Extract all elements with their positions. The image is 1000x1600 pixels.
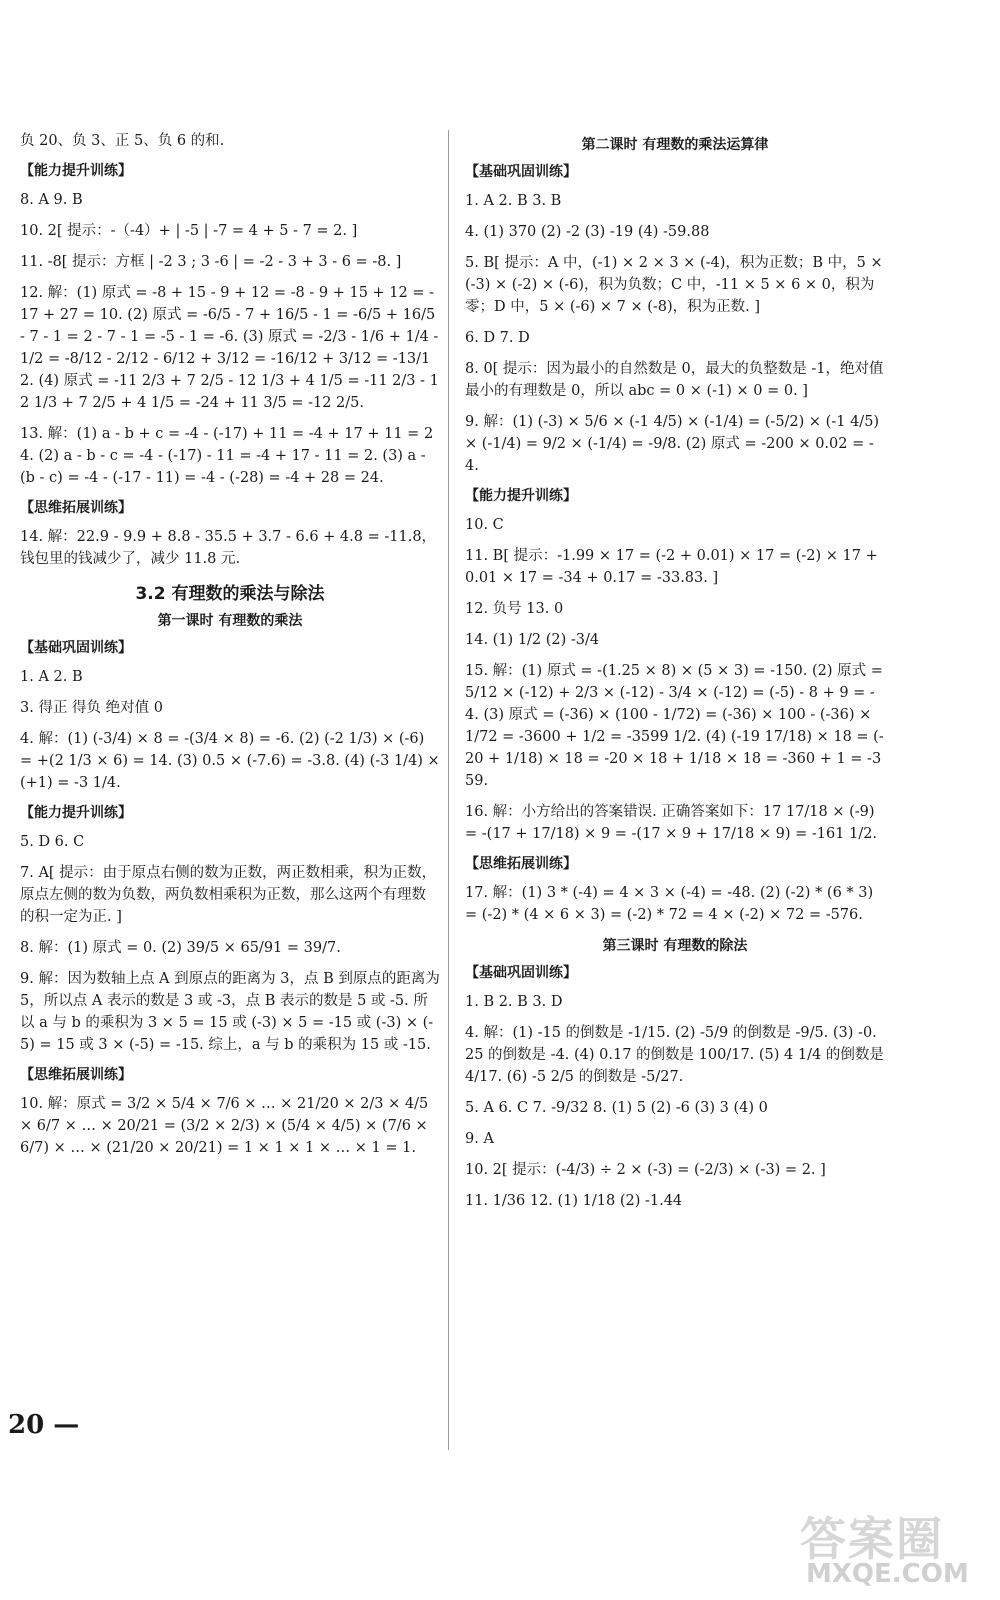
answer-item: 1. A 2. B [20,669,83,685]
answer-item: 9. 解：(1) (-3) × 5/6 × (-1 4/5) × (-1/4) = (-5/2) × (-1 4/5) × (-1/4) = 9/2 × (-1/4) = -9/8. (2) 原式 = -200 × 0.02 = -4. [465,414,880,474]
watermark-url: MXQE.COM [806,1559,969,1589]
answer-item: 4. (1) 370 (2) -2 (3) -19 (4) -59.88 [465,224,710,240]
answer-item: 9. 解：因为数轴上点 A 到原点的距离为 3，点 B 到原点的距离为 5，所以点 A 表示的数是 3 或 -3，点 B 表示的数是 5 或 -5. 所以 a 与 b 的乘积为 3 × 5 = 15 或 (-3) × 5 = -15 或 (-3) × (-5) = 15 或 3 × (-5) = -15. 综上，a 与 b 的乘积为 15 或 -15. [20,971,440,1053]
section-heading: 【基础巩固训练】 [465,965,577,981]
chapter-title: 3.2 有理数的乘法与除法 [135,584,325,604]
answer-item: 8. 0[ 提示：因为最小的自然数是 0，最大的负整数是 -1，绝对值最小的有理数是 0，所以 abc = 0 × (-1) × 0 = 0. ] [465,361,884,399]
answer-item: 11. -8[ 提示：方框 | -2 3 ; 3 -6 | = -2 - 3 + 3 - 6 = -8. ] [20,254,402,270]
answer-item: 11. 1/36 12. (1) 1/18 (2) -1.44 [465,1193,683,1209]
section-heading: 【能力提升训练】 [20,805,132,821]
section-heading: 【思维拓展训练】 [465,856,577,872]
answer-item: 13. 解：(1) a - b + c = -4 - (-17) + 11 = -4 + 17 + 11 = 24. (2) a - b - c = -4 - (-17) - 11 = -4 + 17 - 11 = 2. (3) a - (b - c) = -4 - (-17 - 11) = -4 - (-28) = -4 + 28 = 24. [20,426,434,486]
answer-item: 11. B[ 提示：-1.99 × 17 = (-2 + 0.01) × 17 = (-2) × 17 + 0.01 × 17 = -34 + 0.17 = -33.83. ] [465,548,878,586]
answer-item: 8. 解：(1) 原式 = 0. (2) 39/5 × 65/91 = 39/7. [20,940,341,956]
answer-item: 16. 解：小方给出的答案错误. 正确答案如下：17 17/18 × (-9) = -(17 + 17/18) × 9 = -(17 × 9 + 17/18 × 9) = -161 1/2. [465,804,878,842]
answer-item: 9. A [465,1131,494,1147]
right-column [465,130,885,1221]
section-heading: 【思维拓展训练】 [20,500,132,516]
section-heading: 【基础巩固训练】 [20,640,132,656]
answer-item: 7. A[ 提示：由于原点右侧的数为正数，两正数相乘，积为正数，原点左侧的数为负数，两负数相乘积为正数，那么这两个有理数的积一定为正. ] [20,865,437,925]
answer-item: 12. 解：(1) 原式 = -8 + 15 - 9 + 12 = -8 - 9 + 15 + 12 = -17 + 27 = 10. (2) 原式 = -6/5 - 7 + 16/5 - 1 = -6/5 + 16/5 - 7 - 1 = 2 - 7 - 1 = -5 - 1 = -6. (3) 原式 = -2/3 - 1/6 + 1/4 - 1/2 = -8/12 - 2/12 - 6/12 + 3/12 = -16/12 + 3/12 = -13/12. (4) 原式 = -11 2/3 + 7 2/5 - 12 1/3 + 4 1/5 = -11 2/3 - 12 1/3 + 7 2/5 + 4 1/5 = -24 + 11 3/5 = -12 2/5. [20,285,439,411]
watermark-text: 答案圈 [800,1512,944,1566]
answer-item: 4. 解：(1) (-3/4) × 8 = -(3/4 × 8) = -6. (2) (-2 1/3) × (-6) = +(2 1/3 × 6) = 14. (3) 0.5 × (-7.6) = -3.8. (4) (-3 1/4) × (+1) = -3 1/4. [20,731,440,791]
answer-item: 5. B[ 提示：A 中，(-1) × 2 × 3 × (-4)，积为正数；B 中，5 × (-3) × (-2) × (-6)，积为负数；C 中，-11 × 5 × 6 × 0，积为零；D 中，5 × (-6) × 7 × (-8)，积为正数. ] [465,255,883,315]
answer-item: 15. 解：(1) 原式 = -(1.25 × 8) × (5 × 3) = -150. (2) 原式 = 5/12 × (-12) + 2/3 × (-12) - 3/4 × (-12) = (-5) - 8 + 9 = -4. (3) 原式 = (-36) × (100 - 1/72) = (-36) × 100 - (-36) × 1/72 = -3600 + 1/2 = -3599 1/2. (4) (-19 17/18) × 18 = (-20 + 1/18) × 18 = -20 × 18 + 1/18 × 18 = -360 + 1 = -359. [465,663,884,789]
watermark-logo [800,1495,990,1595]
answer-item: 14. 解：22.9 - 9.9 + 8.8 - 35.5 + 3.7 - 6.6 + 4.8 = -11.8，钱包里的钱减少了，减少 11.8 元. [20,529,437,567]
answer-item: 6. D 7. D [465,330,530,346]
answer-item: 负 20、负 3、正 5、负 6 的和. [20,133,225,149]
answer-item: 10. C [465,517,504,533]
answer-item: 14. (1) 1/2 (2) -3/4 [465,632,600,648]
answer-item: 10. 解：原式 = 3/2 × 5/4 × 7/6 × … × 21/20 × 2/3 × 4/5 × 6/7 × … × 20/21 = (3/2 × 2/3) × (5/4 × 4/5) × (7/6 × 6/7) × … × (21/20 × 20/21) = 1 × 1 × 1 × … × 1 = 1. [20,1096,429,1156]
answer-item: 5. A 6. C 7. -9/32 8. (1) 5 (2) -6 (3) 3 (4) 0 [465,1100,768,1116]
lesson-title: 第三课时 有理数的除法 [602,938,748,954]
section-heading: 【能力提升训练】 [20,163,132,179]
column-divider [448,130,449,1450]
answer-item: 10. 2[ 提示：(-4/3) ÷ 2 × (-3) = (-2/3) × (-3) = 2. ] [465,1162,826,1178]
answer-item: 3. 得正 得负 绝对值 0 [20,700,163,716]
answer-item: 1. B 2. B 3. D [465,994,563,1010]
lesson-title: 第一课时 有理数的乘法 [157,613,303,629]
answer-item: 8. A 9. B [20,192,83,208]
answer-item: 17. 解：(1) 3 * (-4) = 4 × 3 × (-4) = -48. (2) (-2) * (6 * 3) = (-2) * (4 × 6 × 3) = (-2) * 72 = 4 × (-2) × 72 = -576. [465,885,874,923]
answer-item: 10. 2[ 提示：-（-4）+ | -5 | -7 = 4 + 5 - 7 = 2. ] [20,223,358,239]
section-heading: 【能力提升训练】 [465,488,577,504]
lesson-title: 第二课时 有理数的乘法运算律 [581,137,769,153]
answer-item: 5. D 6. C [20,834,85,850]
section-heading: 【基础巩固训练】 [465,164,577,180]
left-column [20,130,440,1168]
page-number: 20 — [8,1410,80,1440]
answer-item: 12. 负号 13. 0 [465,601,564,617]
section-heading: 【思维拓展训练】 [20,1067,132,1083]
answer-item: 4. 解：(1) -15 的倒数是 -1/15. (2) -5/9 的倒数是 -9/5. (3) -0.25 的倒数是 -4. (4) 0.17 的倒数是 100/17. (5) 4 1/4 的倒数是 4/17. (6) -5 2/5 的倒数是 -5/27. [465,1025,884,1085]
answer-item: 1. A 2. B 3. B [465,193,562,209]
